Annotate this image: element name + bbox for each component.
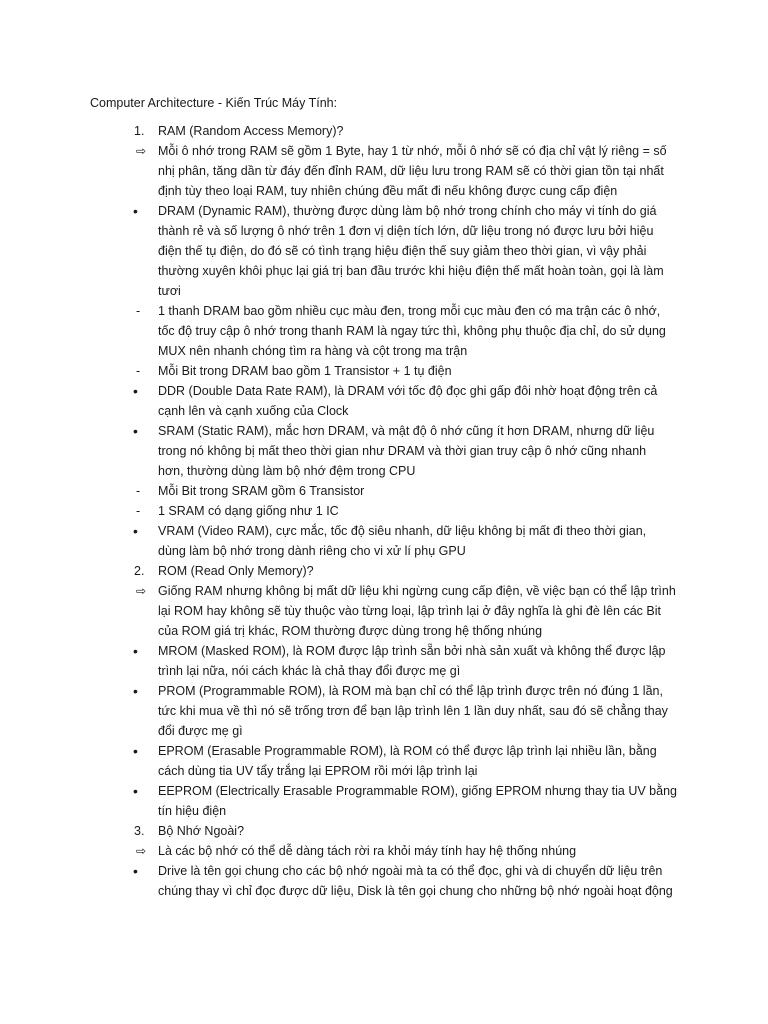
text-line: cạnh lên và cạnh xuống của Clock [158,404,349,418]
list-item-text [158,561,682,581]
list-item [0,421,768,481]
text-line: VRAM (Video RAM), cực mắc, tốc độ siêu nhanh, dữ liệu không bị mất đi theo thời gian, [158,524,647,538]
list-item [0,781,768,821]
text-line: dùng làm bộ nhớ trong dành riêng cho vi xử lí phụ GPU [158,544,466,558]
text-line: Bộ Nhớ Ngoài? [158,824,245,838]
text-line: Drive là tên gọi chung cho các bộ nhớ ngoài mà ta có thể đọc, ghi và di chuyển dữ liệu trên [158,864,663,878]
text-line: Mỗi Bit trong SRAM gồm 6 Transistor [158,484,365,498]
list-item-text [158,361,682,381]
list-item-text [158,641,682,681]
list-item [0,561,768,581]
list-item-text [158,821,682,841]
text-line: nhị phân, tăng dần từ đáy đến đỉnh RAM, dữ liệu lưu trong RAM sẽ có thời gian tồn tại nhất [158,164,664,178]
list-item [0,681,768,741]
text-line: hơn, thường dùng làm bộ nhớ đệm trong CPU [158,464,416,478]
text-line: của ROM giá trị khác, ROM thường được dùng trong hệ thống nhúng [158,624,543,638]
list-item [0,361,768,381]
list-marker: 1. [134,124,145,138]
text-line: DRAM (Dynamic RAM), thường được dùng làm bộ nhớ trong chính cho máy vi tính do giá [158,204,657,218]
list-item [0,481,768,501]
list-item [0,381,768,421]
list-item [0,741,768,781]
text-line: EPROM (Erasable Programmable ROM), là ROM có thể được lập trình lại nhiều lần, bằng [158,744,657,758]
list-item [0,841,768,861]
text-line: Mỗi ô nhớ trong RAM sẽ gồm 1 Byte, hay 1 từ nhớ, mỗi ô nhớ sẽ có địa chỉ vật lý riêng = số [158,144,667,158]
list-item-text [158,141,682,201]
list-marker: ⇨ [136,144,147,158]
text-line: DDR (Double Data Rate RAM), là DRAM với tốc độ đọc ghi gấp đôi nhờ hoạt động trên cả [158,384,658,398]
list-item-text [158,301,682,361]
list-marker: 2. [134,564,145,578]
text-line: trình lại nữa, nói cách khác là chả thay đổi được mẹ gì [158,664,461,678]
list-marker: - [136,484,141,498]
text-line: điện thế tụ điện, do đó sẽ có tình trạng hiệu điện thế suy giảm theo thời gian, vì vậy phải [158,244,647,258]
text-line: ROM (Read Only Memory)? [158,564,314,578]
list-item [0,821,768,841]
list-marker: • [133,783,138,799]
list-item [0,641,768,681]
list-marker: • [133,643,138,659]
list-item [0,861,768,901]
list-item-text [158,581,682,641]
text-line: chúng thay vì chỉ đọc được dữ liệu, Disk là tên gọi chung cho những bộ nhớ ngoài hoạt động [158,884,673,898]
text-line: SRAM (Static RAM), mắc hơn DRAM, và mật độ ô nhớ cũng ít hơn DRAM, nhưng dữ liệu [158,424,655,438]
list-item [0,201,768,301]
list-item-text [158,121,682,141]
text-line: 1 SRAM có dạng giống như 1 IC [158,504,339,518]
list-item-text [158,861,682,901]
list-marker: • [133,863,138,879]
text-line: thành rẻ và số lượng ô nhớ trên 1 đơn vị diện tích lớn, dữ liệu trong nó được lưu bởi hiệu [158,224,654,238]
list-marker: • [133,423,138,439]
list-marker: • [133,523,138,539]
text-line: Mỗi Bit trong DRAM bao gồm 1 Transistor + 1 tụ điện [158,364,452,378]
list-item-text [158,741,682,781]
list-item [0,301,768,361]
text-line: tức khi mua về thì nó sẽ trống trơn để bạn lập trình lên 1 lần duy nhất, sau đó sẽ chẳng thay [158,704,668,718]
list-marker: 3. [134,824,145,838]
list-item [0,521,768,561]
text-line: tốc độ truy cập ô nhớ trong thanh RAM là ngay tức thì, không phụ thuộc địa chỉ, do sử dụng [158,324,666,338]
list-item-text [158,381,682,421]
list-item [0,141,768,201]
list-marker: ⇨ [136,844,147,858]
text-line: MROM (Masked ROM), là ROM được lập trình sẵn bởi nhà sản xuất và không thể được lập [158,644,666,658]
text-line: RAM (Random Access Memory)? [158,124,344,138]
list-item [0,581,768,641]
list-item-text [158,841,682,861]
text-line: đổi được mẹ gì [158,724,243,738]
list-item-text [158,781,682,821]
list-marker: - [136,304,141,318]
list-item-text [158,421,682,481]
list-item-text [158,521,682,561]
list-marker: ⇨ [136,584,147,598]
list-marker: • [133,683,138,699]
text-line: tín hiệu điện [158,804,227,818]
list-marker: • [133,383,138,399]
text-line: Giống RAM nhưng không bị mất dữ liệu khi ngừng cung cấp điện, về việc bạn có thể lập trình [158,584,676,598]
list-item-text [158,681,682,741]
list-marker: - [136,504,141,518]
text-line: lại ROM hay không sẽ tùy thuộc vào từng loại, lập trình lại ở đây nghĩa là ghi đè lên các Bit [158,604,661,618]
list-marker: • [133,203,138,219]
list-item-text [158,481,682,501]
text-line: 1 thanh DRAM bao gồm nhiều cục màu đen, trong mỗi cục màu đen có ma trận các ô nhớ, [158,304,661,318]
text-line: trong nó không bị mất theo thời gian như DRAM và thời gian truy cập ô nhớ cũng nhanh [158,444,647,458]
text-line: EEPROM (Electrically Erasable Programmable ROM), giống EPROM nhưng thay tia UV bằng [158,784,677,798]
text-line: thường xuyên khôi phục lại giá trị ban đầu trước khi hiệu điện thế mất hoàn toàn, gọi là làm [158,264,664,278]
document-title: Computer Architecture - Kiến Trúc Máy Tính: [90,96,338,110]
list-item [0,121,768,141]
list-item-text [158,201,682,301]
list-item [0,501,768,521]
text-line: tươi [158,284,181,298]
text-line: cách dùng tia UV tẩy trắng lại EPROM rồi mới lập trình lại [158,764,478,778]
list-marker: • [133,743,138,759]
text-line: định tùy theo loại RAM, tuy nhiên chúng đều mất đi nếu không được cung cấp điện [158,184,618,198]
document-list [0,121,768,901]
text-line: Là các bộ nhớ có thể dễ dàng tách rời ra khỏi máy tính hay hệ thống nhúng [158,844,577,858]
list-marker: - [136,364,141,378]
text-line: MUX nên nhanh chóng tìm ra hàng và cột trong ma trận [158,344,468,358]
text-line: PROM (Programmable ROM), là ROM mà bạn chỉ có thể lập trình được trên nó đúng 1 lần, [158,684,663,698]
list-item-text [158,501,682,521]
